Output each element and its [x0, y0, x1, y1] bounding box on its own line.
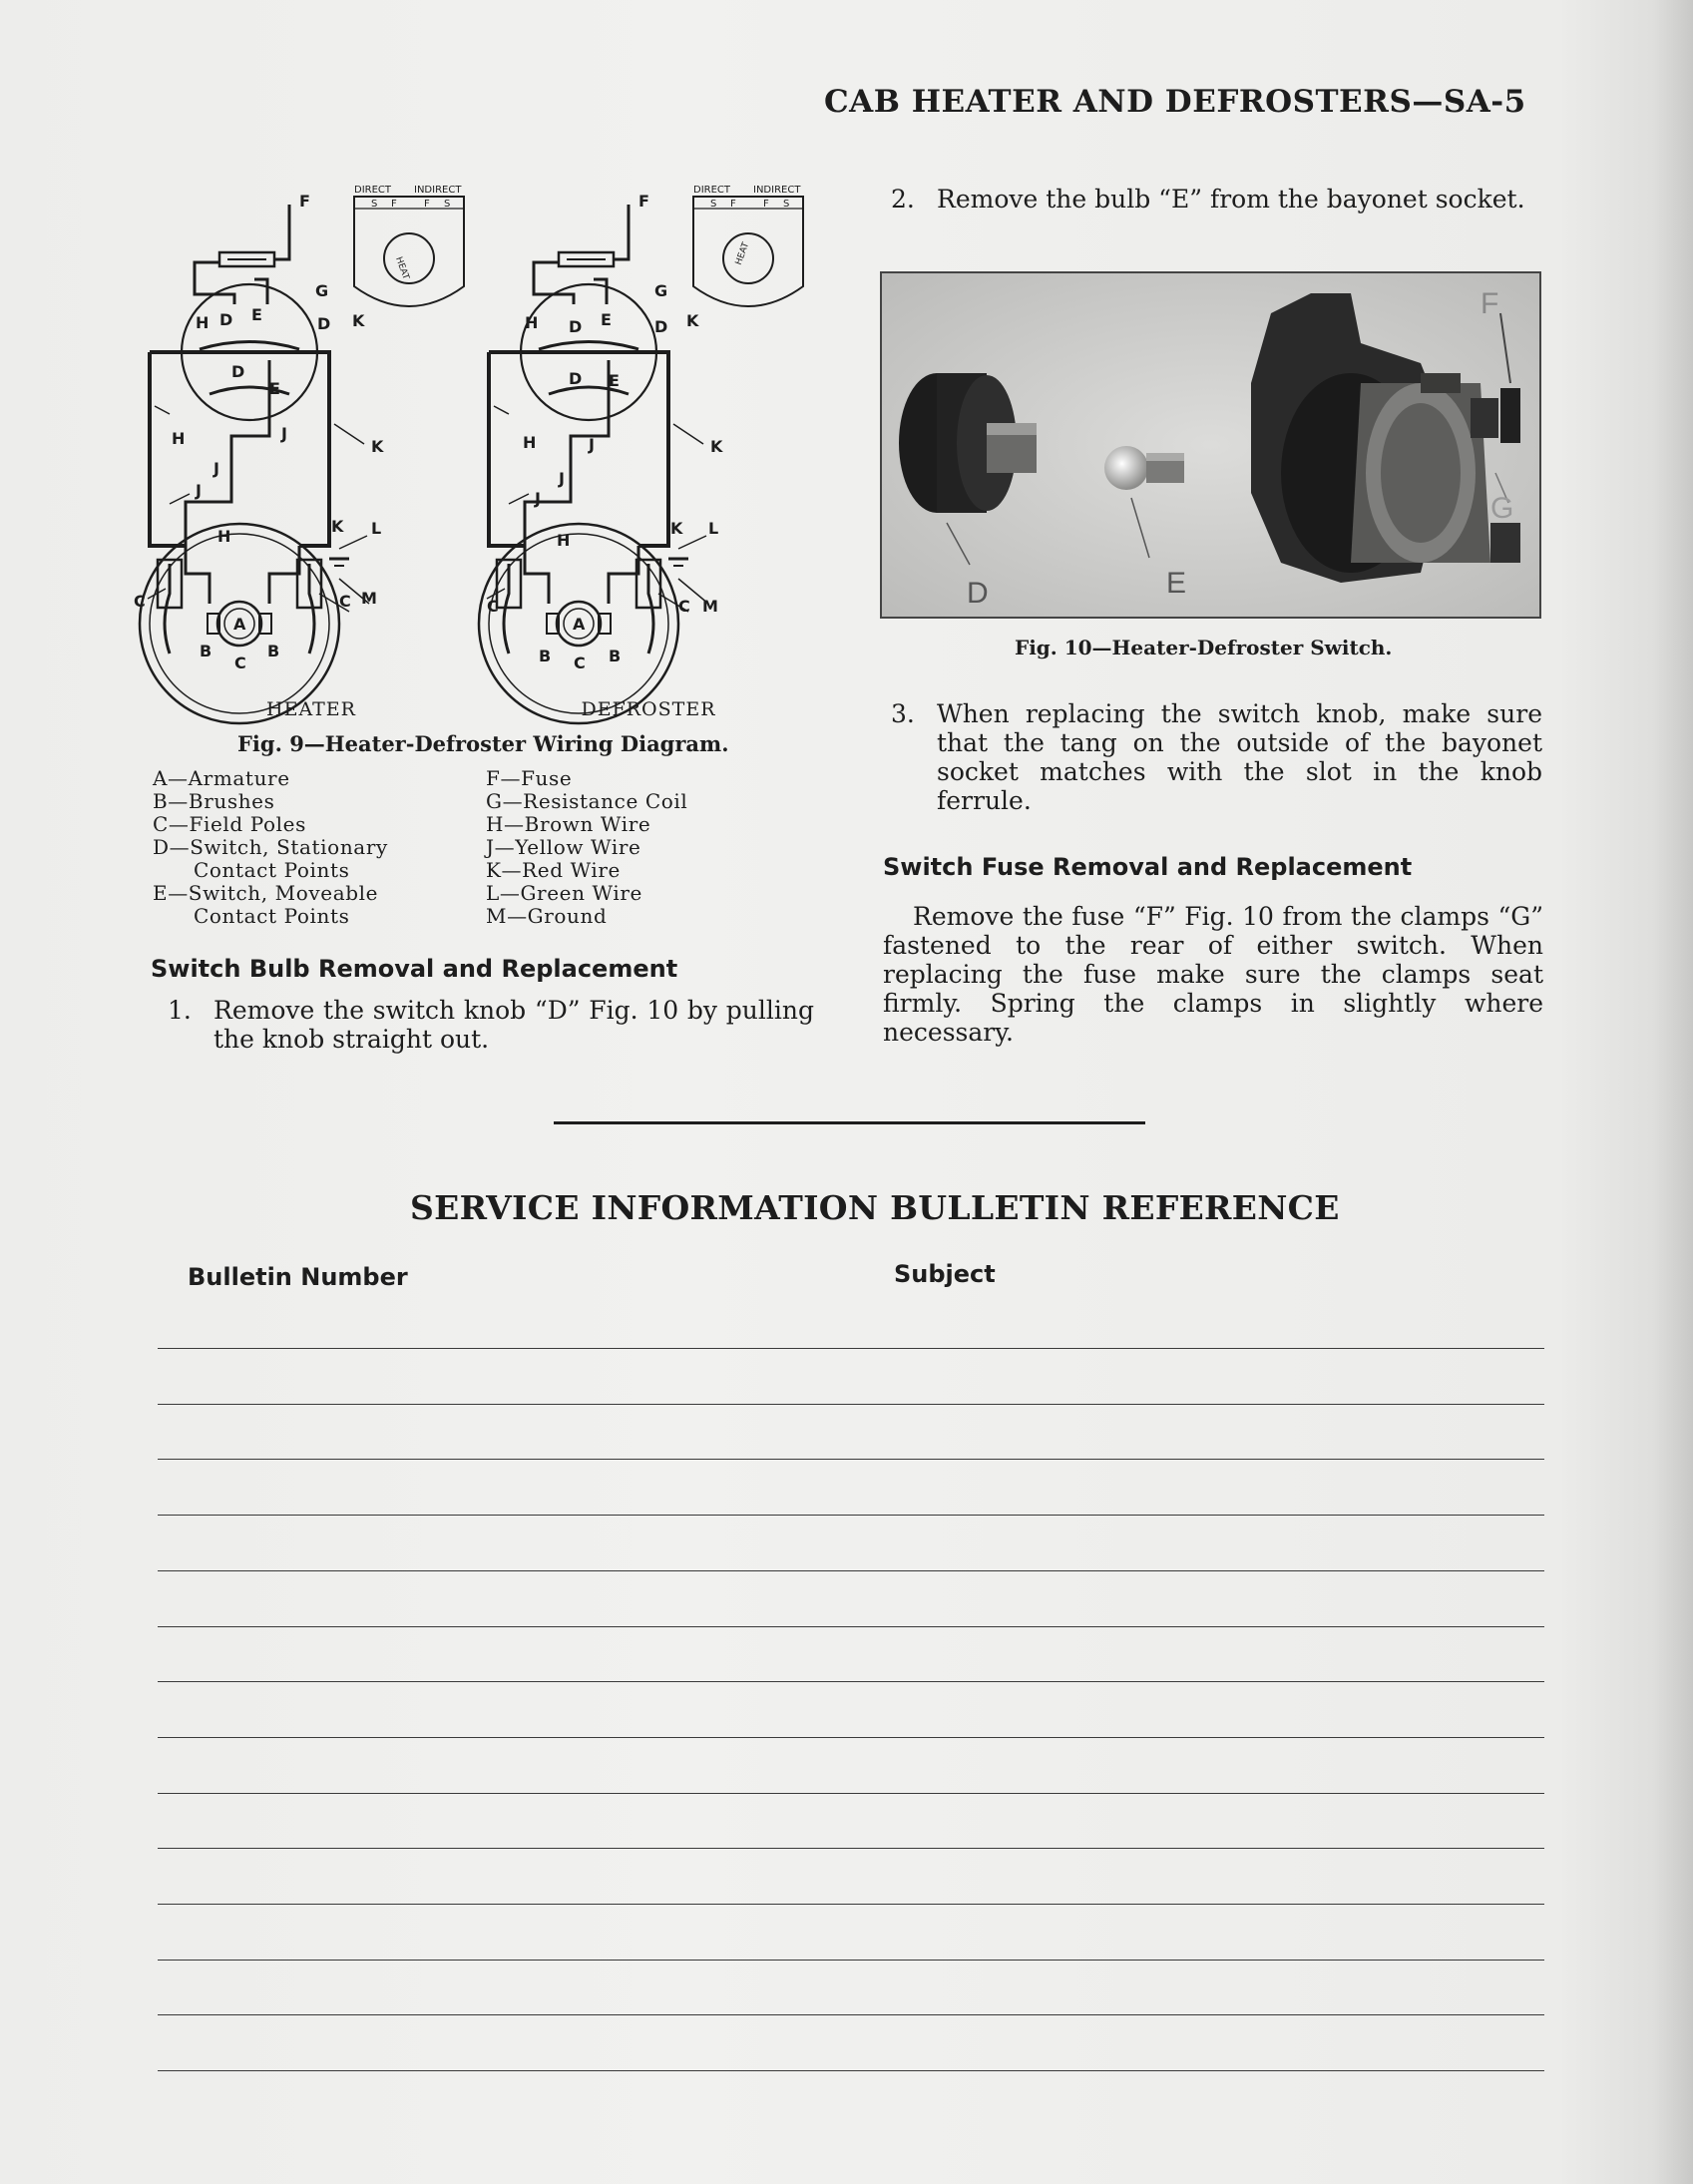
page-header: CAB HEATER AND DEFROSTERS—SA-5 [824, 84, 1526, 120]
heater-label-h3: H [217, 527, 231, 546]
bulletin-entry-line [158, 1904, 1544, 1905]
heater-label-b2: B [267, 642, 280, 660]
wiring-diagram [134, 185, 828, 723]
page-edge-shadow [1653, 0, 1693, 2184]
bulletin-entry-line [158, 1459, 1544, 1460]
defroster-label-j1: J [589, 435, 595, 454]
legend-item: Contact Points [194, 858, 350, 882]
heater-label-g: G [315, 281, 329, 300]
heater-dial-indirect: INDIRECT [414, 185, 462, 196]
bulletin-entry-line [158, 1515, 1544, 1516]
switch-photo-illustration [882, 273, 1539, 617]
section-divider [554, 1121, 1145, 1124]
legend-item: F—Fuse [486, 766, 573, 790]
legend-item: H—Brown Wire [486, 812, 651, 836]
step-text: Remove the bulb “E” from the bayonet socket. [937, 185, 1525, 214]
defroster-dial-direct: DIRECT [693, 185, 731, 196]
legend-item: Contact Points [194, 904, 350, 928]
defroster-label-b1: B [539, 647, 552, 665]
legend-item: B—Brushes [153, 789, 275, 813]
heater-label-j1: J [281, 424, 287, 443]
defroster-label-k2: K [710, 437, 723, 456]
defroster-label-h: H [525, 313, 539, 332]
heater-dial-heat: HEAT [393, 255, 411, 281]
step-number: 2. [891, 185, 915, 214]
defroster-label-g: G [654, 281, 668, 300]
heater-label-d3: D [231, 362, 245, 381]
heater-dial-pos-2: F [391, 199, 397, 210]
heater-label-h: H [196, 313, 210, 332]
fuse-section-text: Remove the fuse “F” Fig. 10 from the clamps “G” fastened to the rear of either switch. When replacing the fuse make sure the clamps seat firmly. Spring the clamps in slightly where necessary. [883, 902, 1543, 1047]
defroster-label-c2: C [678, 597, 690, 616]
heater-label-l: L [371, 519, 382, 538]
heater-label-j2: J [213, 459, 219, 478]
defroster-label-f: F [638, 192, 649, 211]
defroster-label-d2: D [654, 317, 668, 336]
defroster-dial-indirect: INDIRECT [753, 185, 801, 196]
heater-label-j3: J [196, 481, 202, 500]
heater-label-f: F [299, 192, 310, 211]
defroster-label-m: M [702, 597, 718, 616]
heater-label-c3: C [234, 654, 246, 672]
bulb-step-3 [891, 699, 1542, 815]
legend-item: J—Yellow Wire [486, 835, 641, 859]
bulb-step-1 [168, 996, 814, 1054]
step-number: 1. [168, 996, 192, 1025]
heater-label-d1: D [219, 310, 233, 329]
bulletin-entry-line [158, 1848, 1544, 1849]
photo-label-e: E [1166, 567, 1187, 600]
legend-item: L—Green Wire [486, 881, 642, 905]
heater-label-c2: C [339, 592, 351, 611]
bulletin-entry-line [158, 1626, 1544, 1627]
heater-label-b1: B [200, 642, 212, 660]
defroster-dial-pos-2: F [730, 199, 736, 210]
legend-item: D—Switch, Stationary [153, 835, 388, 859]
legend-item: K—Red Wire [486, 858, 621, 882]
defroster-label-h2: H [523, 433, 537, 452]
heater-label-e1: E [251, 305, 262, 324]
heater-label-h2: H [172, 429, 186, 448]
bulletin-entry-line [158, 1570, 1544, 1571]
heater-label-m: M [361, 589, 377, 608]
bulletin-entry-line [158, 1960, 1544, 1961]
heater-label-a: A [233, 615, 246, 634]
heater-dial-pos-3: F [424, 199, 430, 210]
heater-dial-direct: DIRECT [354, 185, 392, 196]
figure-10-caption: Fig. 10—Heater-Defroster Switch. [1015, 636, 1393, 659]
heater-dial-pos-1: S [371, 199, 378, 210]
legend-item: M—Ground [486, 904, 608, 928]
defroster-dial-pos-1: S [710, 199, 717, 210]
switch-photo [880, 271, 1541, 619]
bulletin-number-header: Bulletin Number [188, 1263, 408, 1291]
photo-label-d: D [967, 577, 989, 610]
bulletin-entry-line [158, 1348, 1544, 1349]
bulletin-entry-line [158, 2014, 1544, 2015]
legend-item: A—Armature [153, 766, 290, 790]
heater-label-k3: K [331, 517, 344, 536]
bulletin-subject-header: Subject [894, 1260, 996, 1288]
bulb-section-heading: Switch Bulb Removal and Replacement [151, 955, 678, 983]
defroster-label-e1: E [601, 310, 612, 329]
bulletin-entry-line [158, 2070, 1544, 2071]
defroster-label-k1: K [686, 311, 699, 330]
heater-dial-pos-4: S [444, 199, 451, 210]
defroster-label: DEFROSTER [581, 698, 716, 720]
heater-label-k2: K [371, 437, 384, 456]
bulletin-title: SERVICE INFORMATION BULLETIN REFERENCE [410, 1188, 1340, 1227]
heater-label: HEATER [266, 698, 356, 720]
step-text: Remove the switch knob “D” Fig. 10 by pulling the knob straight out. [213, 996, 814, 1054]
defroster-label-l: L [708, 519, 719, 538]
defroster-label-h3: H [557, 531, 571, 550]
bulletin-entry-line [158, 1793, 1544, 1794]
defroster-label-c1: C [487, 597, 499, 616]
bulb-step-2 [891, 185, 1536, 214]
defroster-label-j3: J [535, 489, 541, 508]
bulletin-entry-line [158, 1681, 1544, 1682]
heater-label-e2: E [269, 379, 280, 398]
defroster-label-b2: B [609, 647, 622, 665]
defroster-label-e2: E [609, 371, 620, 390]
bulletin-entry-line [158, 1404, 1544, 1405]
heater-label-c1: C [134, 592, 146, 611]
defroster-label-d3: D [569, 369, 583, 388]
defroster-label-k3: K [670, 519, 683, 538]
figure-9-caption: Fig. 9—Heater-Defroster Wiring Diagram. [237, 731, 729, 756]
legend-item: C—Field Poles [153, 812, 306, 836]
defroster-dial-pos-3: F [763, 199, 769, 210]
fuse-section-heading: Switch Fuse Removal and Replacement [883, 853, 1413, 881]
defroster-dial-heat: HEAT [733, 240, 752, 267]
heater-label-k1: K [352, 311, 365, 330]
legend-item: G—Resistance Coil [486, 789, 688, 813]
photo-label-f: F [1481, 287, 1499, 320]
photo-label-g: G [1490, 492, 1514, 525]
heater-label-d2: D [317, 314, 331, 333]
step-text: When replacing the switch knob, make sure that the tang on the outside of the bayonet socket matches with the slot in the knob ferrule. [937, 699, 1542, 815]
defroster-label-j2: J [559, 469, 565, 488]
defroster-dial-pos-4: S [783, 199, 790, 210]
step-number: 3. [891, 699, 915, 728]
defroster-label-a: A [573, 615, 586, 634]
legend-left [153, 767, 388, 928]
defroster-label-c3: C [574, 654, 586, 672]
bulletin-entry-line [158, 1737, 1544, 1738]
legend-right [486, 767, 687, 928]
legend-item: E—Switch, Moveable [153, 881, 379, 905]
defroster-label-d1: D [569, 317, 583, 336]
